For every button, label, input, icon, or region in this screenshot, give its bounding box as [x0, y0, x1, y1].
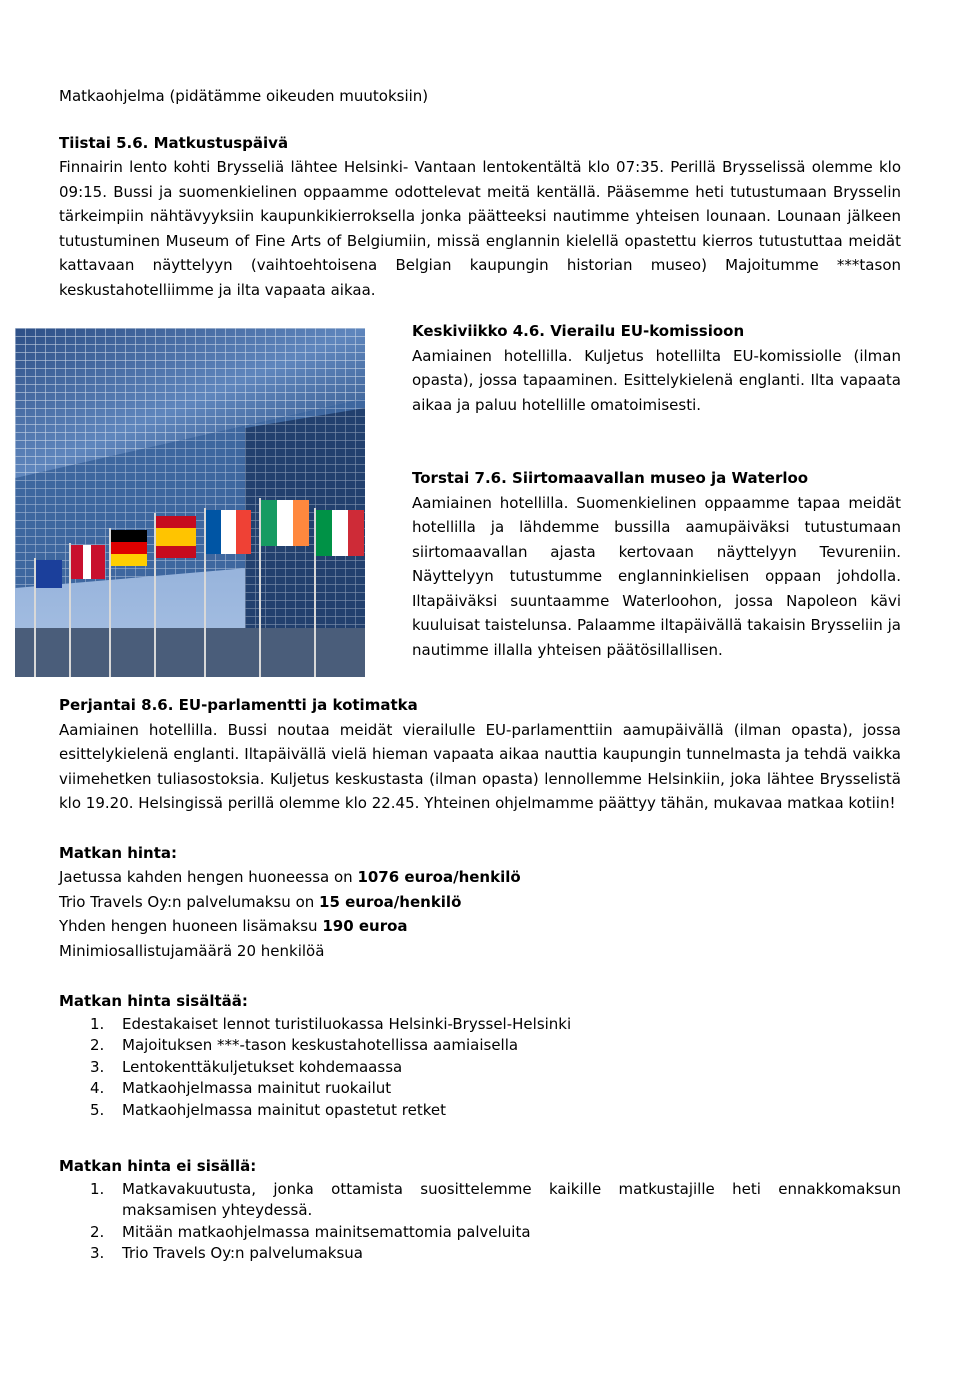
list-item: 3. Lentokenttäkuljetukset kohdemaassa [90, 1057, 403, 1076]
list-item: 3. Trio Travels Oy:n palvelumaksua [90, 1244, 363, 1262]
list-item: 1. Edestakaiset lennot turistiluokassa Helsinki-Bryssel-Helsinki [90, 1014, 572, 1033]
day3-title: Torstai 7.6. Siirtomaavallan museo ja Waterloo [412, 469, 809, 487]
list-item: 4. Matkaohjelmassa mainitut ruokailut [90, 1079, 392, 1097]
day2-text: Aamiainen hotellilla. Kuljetus hotellilta EU-komissiolle (ilman opasta), jossa tapaaminen. Esittelykielenä englanti. Ilta vapaata aikaa ja paluu hotellille omatoimisesti. [412, 346, 901, 414]
price-title: Matkan hinta: [59, 843, 178, 862]
day2-title: Keskiviikko 4.6. Vierailu EU-komissioon [412, 322, 745, 340]
price-line-4: Minimiosallistujamäärä 20 henkilöä [59, 941, 325, 960]
list-item: 1. Matkavakuutusta, jonka ottamista suosittelemme kaikille matkustajille heti ennakkomaksun maksamisen yhteydessä. [90, 1179, 901, 1219]
excludes-list [59, 1179, 901, 1265]
includes-title: Matkan hinta sisältää: [59, 992, 248, 1010]
includes-list [59, 1014, 901, 1122]
price-line-2: Trio Travels Oy:n palvelumaksu on 15 euroa/henkilö [59, 892, 462, 911]
list-item: 2. Majoituksen ***-tason keskustahotellissa aamiaisella [90, 1036, 519, 1054]
price-line-1: Jaetussa kahden hengen huoneessa on 1076 euroa/henkilö [59, 868, 521, 886]
price-line-3: Yhden hengen huoneen lisämaksu 190 euroa [59, 917, 408, 935]
day1-text: Finnairin lento kohti Brysseliä lähtee Helsinki- Vantaan lentokentältä klo 07:35. Perillä Brysselissä olemme klo 09:15. Bussi ja suomenkielinen oppaamme odottelevat meitä kentällä. Pääsemme heti tutustumaan Brysselin tärkeimpiin nähtävyyksiin kaupunkikierroksella jonka päätteeksi nautimme yhteisen lounaan. Lounaan jälkeen tutustuminen Museum of Fine Arts of Belgiumiin, missä englannin kielellä opastettu kierros tutustuttaa meidät kattavaan näyttelyyn (vaihtoehtoisena Belgian kaupungin historian museo) Majoitumme ***tason keskustahotelliimme ja ilta vapaata aikaa. [59, 158, 901, 299]
day4-title: Perjantai 8.6. EU-parlamentti ja kotimatka [59, 696, 418, 714]
right-column [412, 319, 901, 662]
photo-row [59, 322, 901, 693]
day1-title: Tiistai 5.6. Matkustuspäivä [59, 133, 289, 152]
intro-line: Matkaohjelma (pidätämme oikeuden muutoksiin) [59, 87, 429, 105]
day4-text: Aamiainen hotellilla. Bussi noutaa meidät vierailulle EU-parlamenttiin aamupäivällä (ilman opasta), jossa esittelykielenä englanti. Iltapäivällä vielä hieman vapaata aikaa nauttia kaupungin tunnelmasta ja tehdä vaikka viimehetken tuliasostoksia. Kuljetus keskustasta (ilman opasta) lennollemme Helsinkiin, joka lähtee Brysselistä klo 19.20. Helsingissä perillä olemme klo 22.45. Yhteinen ohjelmamme päättyy tähän, mukavaa matkaa kotiin! [59, 720, 901, 812]
document-page [59, 84, 901, 1265]
list-item: 2. Mitään matkaohjelmassa mainitsemattomia palveluita [90, 1222, 531, 1241]
excludes-title: Matkan hinta ei sisällä: [59, 1157, 257, 1175]
eu-parliament-flags-photo [15, 328, 365, 677]
list-item: 5. Matkaohjelmassa mainitut opastetut retket [90, 1100, 447, 1119]
day3-text: Aamiainen hotellilla. Suomenkielinen oppaamme tapaa meidät hotellilla ja lähdemme bussilla aamupäiväksi tutustumaan siirtomaavallan ajasta kertovaan näyttelyyn Tevureniin. Näyttelyyn tutustumme englanninkielisen oppaan johdolla. Iltapäiväksi suuntaamme Waterloohon, jossa Napoleon kävi kuuluisat taistelunsa. Palaamme iltapäivällä takaisin Brysseliin ja nautimme illalla yhteisen päätösillallisen. [412, 493, 901, 659]
